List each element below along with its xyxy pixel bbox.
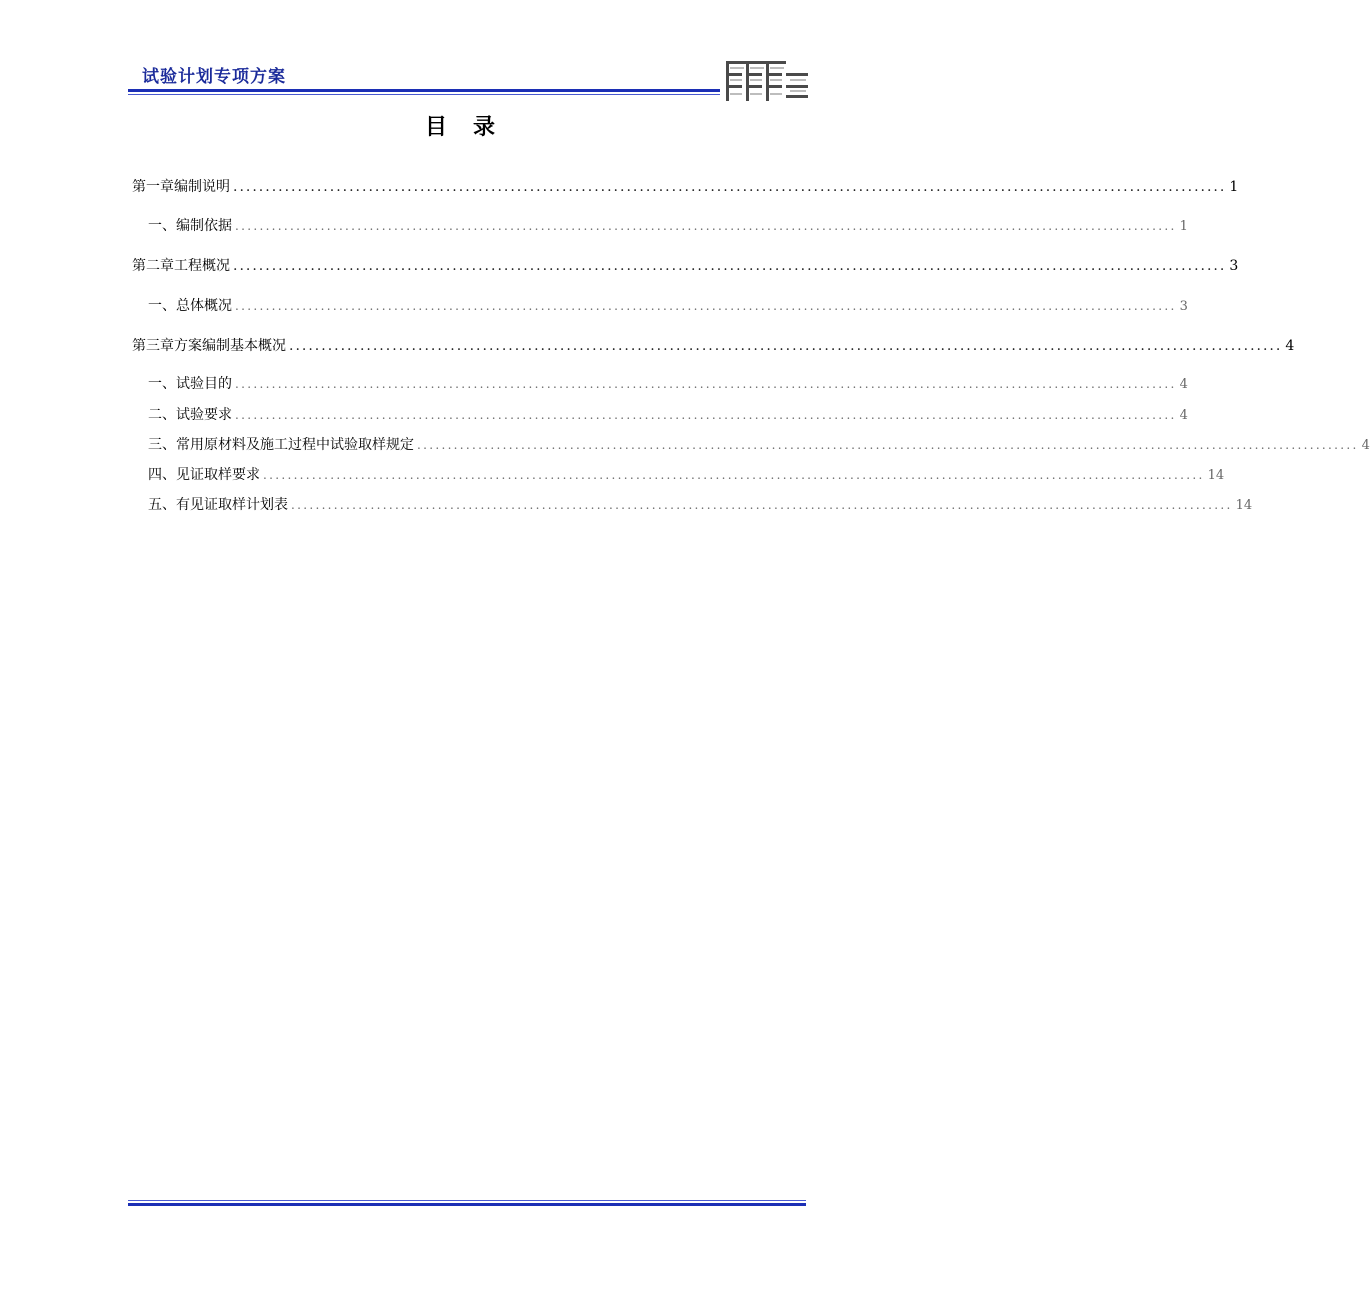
toc-entry-number: 第二章 (132, 258, 174, 274)
toc-leader-dots: .......................................................................................................................................................... (263, 468, 1205, 482)
toc-entry-page: 14 (1235, 498, 1253, 513)
toc-entry-label: 编制依据 (176, 218, 232, 234)
toc-entry[interactable] (148, 434, 1370, 454)
header-rule (128, 89, 720, 92)
toc-entry-number: 第一章 (132, 179, 174, 195)
toc-leader-dots: .......................................................................................................................................................... (235, 377, 1177, 391)
toc-entry-page: 4 (1179, 408, 1188, 423)
toc-leader-dots: .......................................................................................................................................................... (291, 498, 1233, 512)
toc-entry-page: 4 (1179, 377, 1188, 392)
toc-leader-dots: .......................................................................................................................................................... (233, 179, 1227, 195)
toc-entry[interactable] (132, 176, 1239, 196)
toc-leader-dots: .......................................................................................................................................................... (417, 438, 1359, 452)
company-logo-icon (722, 57, 812, 105)
toc-entry[interactable] (148, 215, 1188, 235)
toc-entry-label: 编制说明 (174, 179, 230, 195)
toc-entry-page: 4 (1285, 338, 1295, 354)
toc-entry[interactable] (132, 335, 1295, 355)
toc-entry-number: 第三章 (132, 338, 174, 354)
toc-entry-page: 3 (1229, 258, 1239, 274)
toc-leader-dots: .......................................................................................................................................................... (235, 219, 1177, 233)
footer-rule (128, 1203, 806, 1206)
toc-leader-dots: .......................................................................................................................................................... (289, 338, 1283, 354)
toc-entry-page: 14 (1207, 468, 1225, 483)
header-rule-thin (128, 94, 720, 95)
toc-entry-label: 方案编制基本概况 (174, 338, 286, 354)
toc-entry-label: 二、试验要求 (148, 407, 232, 423)
toc-entry-page: 1 (1179, 219, 1188, 234)
header-title: 试验计划专项方案 (142, 67, 286, 87)
toc-entry-label: 三、常用原材料及施工过程中试验取样规定 (148, 437, 414, 453)
toc-leader-dots: .......................................................................................................................................................... (235, 299, 1177, 313)
toc-entry[interactable] (148, 404, 1188, 424)
toc-entry-page: 1 (1229, 179, 1239, 195)
toc-entry-label: 工程概况 (174, 258, 230, 274)
document-title: 目录 (424, 114, 521, 140)
toc-entry[interactable] (148, 295, 1188, 315)
toc-entry-page: 4 (1361, 438, 1370, 453)
toc-entry-label: 一、试验目的 (148, 376, 232, 392)
toc-leader-dots: .......................................................................................................................................................... (235, 408, 1177, 422)
toc-entry[interactable] (132, 255, 1239, 275)
toc-entry-number: 一、 (148, 298, 176, 314)
toc-entry[interactable] (148, 464, 1225, 484)
toc-entry-label: 四、见证取样要求 (148, 467, 260, 483)
toc-entry-label: 五、有见证取样计划表 (148, 497, 288, 513)
footer-rule-thin (128, 1200, 806, 1201)
toc-leader-dots: .......................................................................................................................................................... (233, 258, 1227, 274)
toc-entry[interactable] (148, 373, 1188, 393)
toc-entry-number: 一、 (148, 218, 176, 234)
toc-entry-page: 3 (1179, 299, 1188, 314)
toc-entry-label: 总体概况 (176, 298, 232, 314)
toc-entry[interactable] (148, 494, 1253, 514)
